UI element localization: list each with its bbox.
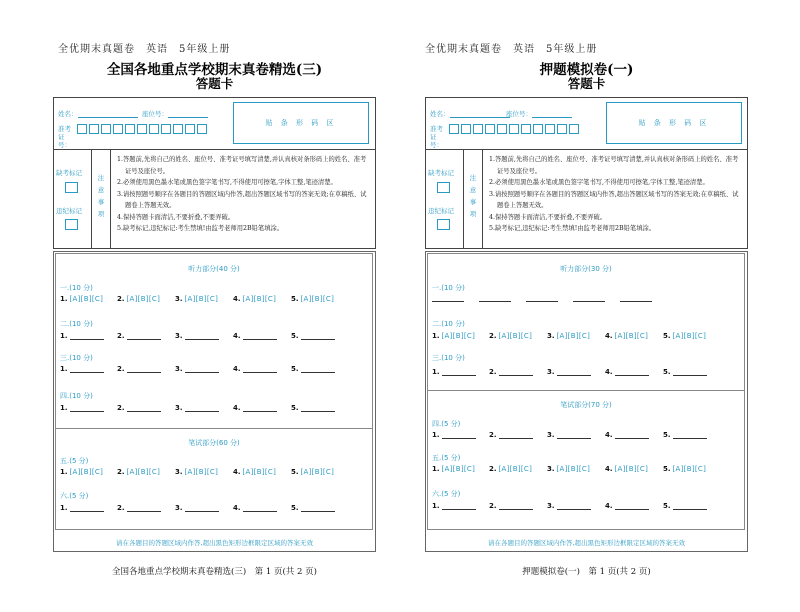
notes-list-left: 1.答题前,先将自己的姓名、座位号、准考证号填写清楚,并认真核对条形码上的姓名、准考证号及座位号。 2.必须使用黑色墨水笔或黑色签字笔书写,不得使用可擦笔,字体工整,笔迹清楚。 3.请按照题号顺序在各题目的答题区域内作答,超出答题区域书写的答案无效;在草稿纸、试题卷上答题无效。 4.保持答题卡面清洁,不要折叠,不要弄破。 5.缺考标记,违纪标记:考生禁填!由监考老师用2B铅笔填涂。 [117, 156, 367, 232]
listening-header-left: 听力部分(40 分) [188, 265, 240, 273]
page-subtitle-right: 答题卡 [567, 76, 606, 91]
page-footer-left: 全国各地重点学校期末真卷精选(三) 第 1 页(共 2 页) [112, 567, 317, 577]
q3-blanks: 1. 2. 3. 4. 5. [60, 365, 335, 373]
page-footer-right: 押题模拟卷(一) 第 1 页(共 2 页) [522, 567, 651, 577]
page-subtitle-left: 答题卡 [195, 76, 234, 91]
seat-label: 座位号： [506, 110, 532, 118]
q1-blanks [432, 295, 652, 302]
footnote-left: 请在各题目的答题区域内作答,超出黑色矩形边框限定区域的答案无效 [115, 539, 314, 547]
writing-header-right: 笔试部分(70 分) [560, 401, 612, 409]
brand-header-left: 全优期末真题卷 英语 5年级上册 [58, 44, 231, 55]
q4-blanks: 1. 2. 3. 4. 5. [60, 404, 335, 412]
q4-blanks: 1. 2. 3. 4. 5. [432, 431, 707, 439]
violation-mark-box [65, 219, 78, 230]
missing-mark-box [65, 182, 78, 193]
q6-blanks: 1. 2. 3. 4. 5. [432, 502, 707, 510]
q1-choices: 1. [A][B][C] 2. [A][B][C] 3. [A][B][C] 4. [A][B][C] 5. [A][B][C] [60, 295, 335, 303]
q6-blanks: 1. 2. 3. 4. 5. [60, 504, 335, 512]
q5-label: 五.(5 分) [432, 454, 461, 462]
seat-field[interactable] [168, 110, 208, 118]
violation-mark-label: 违纪标记 [428, 207, 454, 215]
listening-header-right: 听力部分(30 分) [560, 265, 612, 273]
barcode-area: 贴 条 形 码 区 [606, 102, 742, 144]
violation-mark-label: 违纪标记 [56, 207, 82, 215]
exam-number-label: 准考证号： [58, 125, 71, 149]
q4-label: 四.(10 分) [60, 392, 93, 400]
violation-mark-box [437, 219, 450, 230]
seat-field[interactable] [532, 110, 572, 118]
notes-list-right: 1.答题前,先将自己的姓名、座位号、准考证号填写清楚,并认真核对条形码上的姓名、准考证号及座位号。 2.必须使用黑色墨水笔或黑色签字笔书写,不得使用可擦笔,字体工整,笔迹清楚。 3.请按照题号顺序在各题目的答题区域内作答,超出答题区域书写的答案无效;在草稿纸、试题卷上答题无效。 4.保持答题卡面清洁,不要折叠,不要弄破。 5.缺考标记,违纪标记:考生禁填!由监考老师用2B铅笔填涂。 [489, 156, 739, 232]
footnote-right: 请在各题目的答题区域内作答,超出黑色矩形边框限定区域的答案无效 [487, 539, 686, 547]
name-field[interactable] [450, 110, 510, 118]
q3-blanks: 1. 2. 3. 4. 5. [432, 368, 707, 376]
missing-mark-label: 缺考标记 [428, 169, 454, 177]
q4-label: 四.(5 分) [432, 420, 461, 428]
q5-choices: 1. [A][B][C] 2. [A][B][C] 3. [A][B][C] 4. [A][B][C] 5. [A][B][C] [432, 465, 707, 473]
q3-label: 三.(10 分) [60, 354, 93, 362]
q1-label: 一.(10 分) [60, 284, 93, 292]
q5-label: 五.(5 分) [60, 457, 89, 465]
writing-header-left: 笔试部分(60 分) [188, 439, 240, 447]
page-title-right: 押题模拟卷(一) [539, 62, 634, 78]
q5-choices: 1. [A][B][C] 2. [A][B][C] 3. [A][B][C] 4. [A][B][C] 5. [A][B][C] [60, 468, 335, 476]
missing-mark-box [437, 182, 450, 193]
q6-label: 六.(5 分) [432, 490, 461, 498]
missing-mark-label: 缺考标记 [56, 169, 82, 177]
q1-label: 一.(10 分) [432, 284, 465, 292]
q2-label: 二.(10 分) [60, 320, 93, 328]
page-title-left: 全国各地重点学校期末真卷精选(三) [106, 62, 323, 78]
name-label: 姓名： [430, 110, 450, 118]
seat-label: 座位号： [142, 110, 168, 118]
exam-number-label: 准考证号： [430, 125, 443, 149]
notice-label: 注意事项 [469, 174, 477, 218]
brand-header-right: 全优期末真题卷 英语 5年级上册 [425, 44, 598, 55]
q6-label: 六.(5 分) [60, 492, 89, 500]
q2-label: 二.(10 分) [432, 320, 465, 328]
q2-blanks: 1. 2. 3. 4. 5. [60, 332, 335, 340]
exam-number-grid[interactable] [449, 124, 581, 134]
name-field[interactable] [78, 110, 138, 118]
exam-number-grid[interactable] [77, 124, 209, 134]
barcode-area: 贴 条 形 码 区 [233, 102, 369, 144]
q3-label: 三.(10 分) [432, 354, 465, 362]
q2-choices: 1. [A][B][C] 2. [A][B][C] 3. [A][B][C] 4. [A][B][C] 5. [A][B][C] [432, 332, 707, 340]
notice-label: 注意事项 [97, 174, 105, 218]
name-label: 姓名： [58, 110, 78, 118]
